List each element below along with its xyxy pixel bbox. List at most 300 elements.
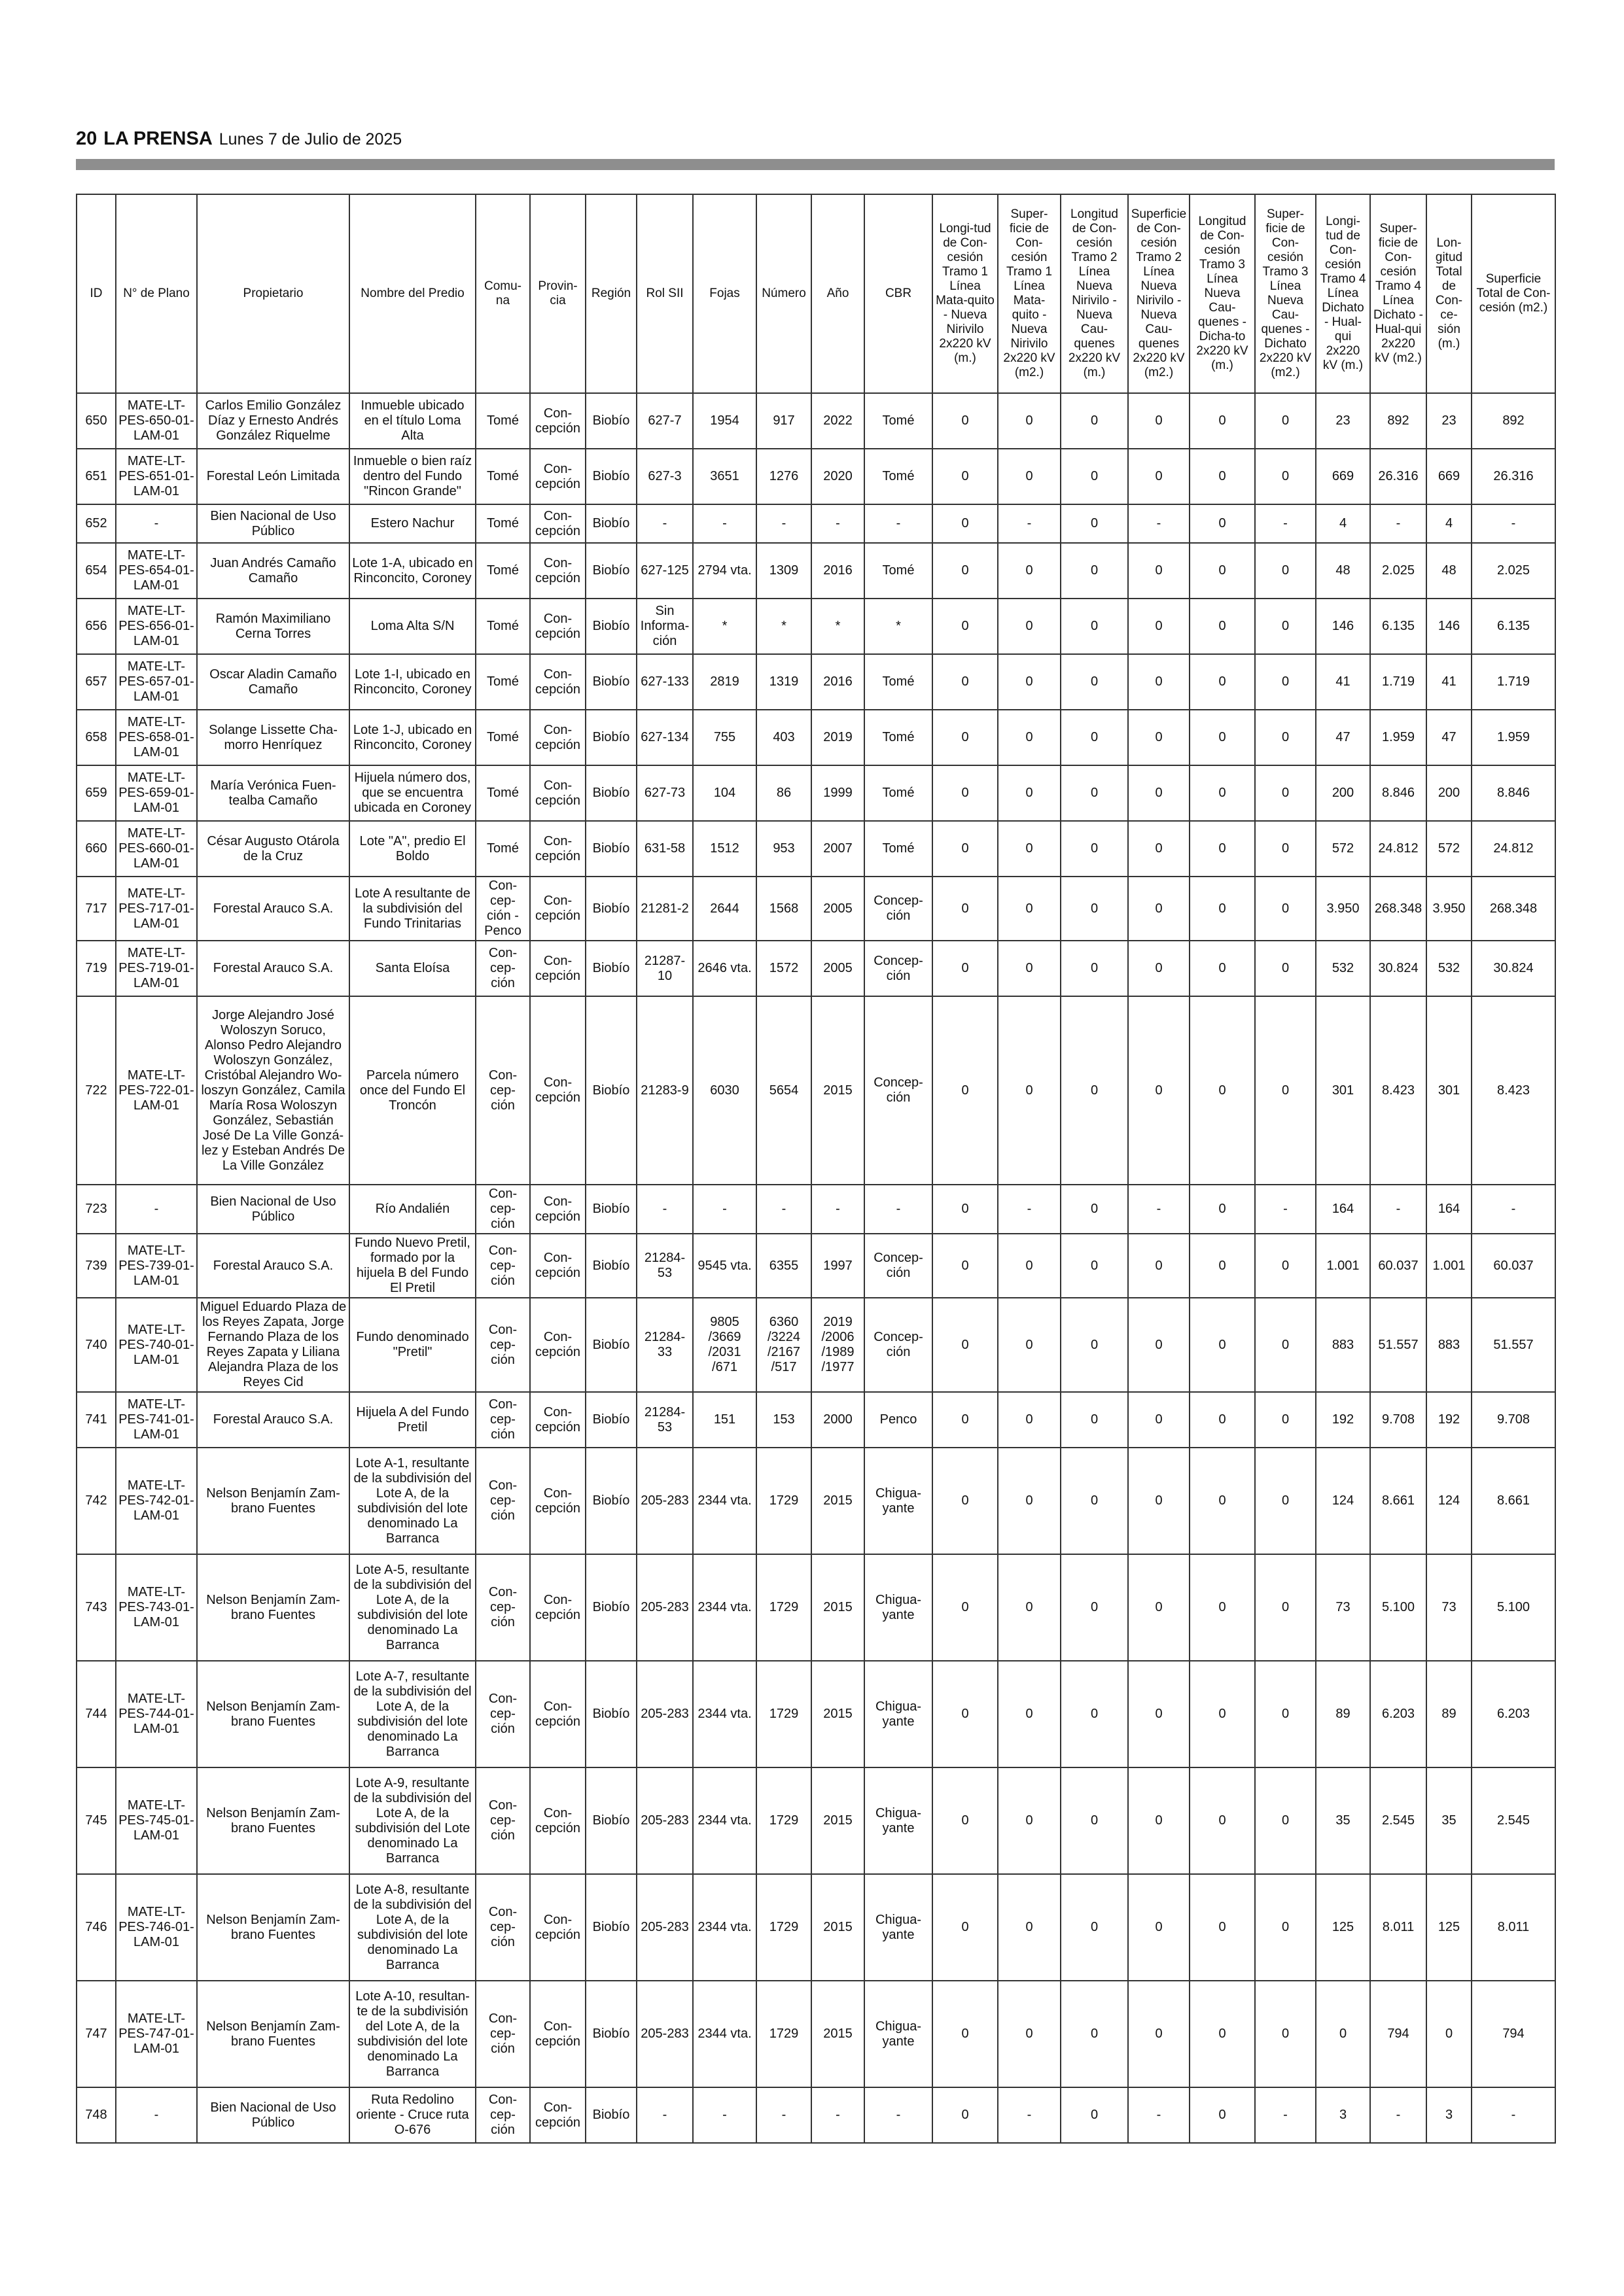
header-divider xyxy=(76,159,1555,170)
table-cell: 0 xyxy=(1255,654,1316,710)
table-cell: 89 xyxy=(1426,1661,1472,1767)
table-cell: 0 xyxy=(1190,543,1255,599)
table-cell: 0 xyxy=(1255,1298,1316,1392)
table-cell: 739 xyxy=(77,1234,116,1298)
table-cell: 3 xyxy=(1316,2087,1370,2143)
table-cell: Concep-ción xyxy=(864,996,932,1185)
table-cell: - xyxy=(1472,504,1555,543)
table-cell: Fundo Nuevo Pretil, formado por la hijuela B del Fundo El Pretil xyxy=(349,1234,476,1298)
table-cell: MATE-LT-PES-743-01-LAM-01 xyxy=(116,1554,197,1661)
table-cell: 0 xyxy=(932,710,998,765)
table-cell: 0 xyxy=(1255,1874,1316,1981)
table-cell: 0 xyxy=(932,765,998,821)
table-cell: Biobío xyxy=(586,1661,637,1767)
table-cell: 0 xyxy=(1128,543,1190,599)
table-cell: Con-cep-ción - Penco xyxy=(476,877,530,941)
table-cell: - xyxy=(116,1185,197,1234)
column-header: CBR xyxy=(864,194,932,393)
table-cell: 0 xyxy=(1255,1661,1316,1767)
table-cell: MATE-LT-PES-722-01-LAM-01 xyxy=(116,996,197,1185)
table-cell: Tomé xyxy=(476,821,530,877)
table-cell: 8.423 xyxy=(1370,996,1426,1185)
table-row xyxy=(77,1448,1555,1554)
table-cell: 192 xyxy=(1316,1392,1370,1448)
table-cell: - xyxy=(1370,2087,1426,2143)
table-cell: 0 xyxy=(1128,877,1190,941)
table-row xyxy=(77,1661,1555,1767)
table-cell: Lote 1-J, ubicado en Rinconcito, Coroney xyxy=(349,710,476,765)
table-cell: 953 xyxy=(756,821,811,877)
table-cell: 2019 /2006 /1989 /1977 xyxy=(811,1298,864,1392)
table-cell: 3651 xyxy=(693,449,756,504)
table-cell: 24.812 xyxy=(1370,821,1426,877)
table-cell: Bien Nacional de Uso Público xyxy=(197,1185,349,1234)
table-cell: 0 xyxy=(1190,1981,1255,2087)
column-header: Nombre del Predio xyxy=(349,194,476,393)
table-row xyxy=(77,1981,1555,2087)
table-cell: 0 xyxy=(998,1661,1061,1767)
table-cell: 0 xyxy=(1255,941,1316,996)
table-cell: 146 xyxy=(1426,599,1472,654)
table-cell: - xyxy=(693,2087,756,2143)
table-cell: 1.001 xyxy=(1316,1234,1370,1298)
table-cell: Tomé xyxy=(476,449,530,504)
table-cell: Biobío xyxy=(586,504,637,543)
table-cell: 151 xyxy=(693,1392,756,1448)
table-cell: 0 xyxy=(1255,1981,1316,2087)
table-cell: 572 xyxy=(1316,821,1370,877)
table-cell: 2344 vta. xyxy=(693,1661,756,1767)
table-cell: 1309 xyxy=(756,543,811,599)
table-row xyxy=(77,449,1555,504)
table-cell: Lote A-10, resultan-te de la subdivisión del Lote A, de la subdivisión del lote denominado La Barranca xyxy=(349,1981,476,2087)
table-cell: 0 xyxy=(1255,877,1316,941)
table-cell: 0 xyxy=(932,1448,998,1554)
table-cell: 0 xyxy=(1128,599,1190,654)
table-cell: MATE-LT-PES-719-01-LAM-01 xyxy=(116,941,197,996)
table-cell: 403 xyxy=(756,710,811,765)
table-cell: 41 xyxy=(1316,654,1370,710)
table-cell: * xyxy=(811,599,864,654)
table-cell: Con-cep-ción xyxy=(476,1767,530,1874)
table-cell: 0 xyxy=(998,654,1061,710)
table-cell: 1.001 xyxy=(1426,1234,1472,1298)
table-cell: MATE-LT-PES-717-01-LAM-01 xyxy=(116,877,197,941)
table-cell: - xyxy=(116,504,197,543)
table-cell: 0 xyxy=(1255,543,1316,599)
table-cell: 0 xyxy=(932,393,998,449)
table-cell: 48 xyxy=(1316,543,1370,599)
column-header: Longi-tud de Con-cesión Tramo 1 Línea Mata-quito - Nueva Nirivilo 2x220 kV (m.) xyxy=(932,194,998,393)
table-cell: - xyxy=(693,1185,756,1234)
table-cell: 0 xyxy=(1061,654,1128,710)
table-cell: 21284-53 xyxy=(637,1392,693,1448)
table-cell: 794 xyxy=(1472,1981,1555,2087)
table-cell: Lote 1-I, ubicado en Rinconcito, Coroney xyxy=(349,654,476,710)
table-cell: 205-283 xyxy=(637,1767,693,1874)
page-number: 20 xyxy=(76,128,97,149)
table-cell: * xyxy=(756,599,811,654)
table-cell: Lote 1-A, ubicado en Rinconcito, Coroney xyxy=(349,543,476,599)
table-cell: 0 xyxy=(1190,765,1255,821)
table-cell: 0 xyxy=(1255,1234,1316,1298)
table-cell: 146 xyxy=(1316,599,1370,654)
table-cell: Nelson Benjamín Zam-brano Fuentes xyxy=(197,1874,349,1981)
table-cell: Tomé xyxy=(864,393,932,449)
column-header: Super-ficie de Con-cesión Tramo 1 Línea Mata-quito - Nueva Nirivilo 2x220 kV (m2.) xyxy=(998,194,1061,393)
table-cell: 657 xyxy=(77,654,116,710)
table-cell: 747 xyxy=(77,1981,116,2087)
table-cell: Parcela número once del Fundo El Troncón xyxy=(349,996,476,1185)
table-cell: 532 xyxy=(1426,941,1472,996)
table-cell: Tomé xyxy=(864,710,932,765)
table-cell: MATE-LT-PES-739-01-LAM-01 xyxy=(116,1234,197,1298)
table-cell: Con-cepción xyxy=(530,1661,586,1767)
table-cell: 0 xyxy=(1190,1298,1255,1392)
table-cell: 0 xyxy=(1128,1661,1190,1767)
table-row xyxy=(77,543,1555,599)
table-cell: 742 xyxy=(77,1448,116,1554)
table-cell: 0 xyxy=(1128,941,1190,996)
table-row xyxy=(77,710,1555,765)
table-cell: 125 xyxy=(1316,1874,1370,1981)
table-cell: 6.203 xyxy=(1472,1661,1555,1767)
table-cell: Oscar Aladin Camaño Camaño xyxy=(197,654,349,710)
table-cell: 892 xyxy=(1370,393,1426,449)
table-cell: 8.846 xyxy=(1472,765,1555,821)
table-cell: Biobío xyxy=(586,710,637,765)
table-cell: 0 xyxy=(932,1554,998,1661)
table-cell: 1.959 xyxy=(1370,710,1426,765)
table-row xyxy=(77,765,1555,821)
table-cell: 0 xyxy=(932,1661,998,1767)
table-cell: 740 xyxy=(77,1298,116,1392)
table-cell: 2015 xyxy=(811,996,864,1185)
table-cell: * xyxy=(864,599,932,654)
table-cell: 9.708 xyxy=(1472,1392,1555,1448)
table-cell: 0 xyxy=(998,1392,1061,1448)
table-cell: 0 xyxy=(1061,1448,1128,1554)
table-cell: 0 xyxy=(932,654,998,710)
table-cell: 1999 xyxy=(811,765,864,821)
table-cell: Con-cep-ción xyxy=(476,1185,530,1234)
table-cell: - xyxy=(864,2087,932,2143)
table-cell: Biobío xyxy=(586,654,637,710)
table-cell: Tomé xyxy=(476,765,530,821)
table-cell: 627-7 xyxy=(637,393,693,449)
table-cell: Biobío xyxy=(586,1298,637,1392)
table-cell: 883 xyxy=(1316,1298,1370,1392)
column-header: Región xyxy=(586,194,637,393)
column-header: Superficie Total de Con-cesión (m2.) xyxy=(1472,194,1555,393)
table-row xyxy=(77,1234,1555,1298)
table-cell: Río Andalién xyxy=(349,1185,476,1234)
table-cell: Lote A-1, resultante de la subdivisión del Lote A, de la subdivisión del lote denominado La Barranca xyxy=(349,1448,476,1554)
table-cell: 125 xyxy=(1426,1874,1472,1981)
table-cell: 35 xyxy=(1316,1767,1370,1874)
table-cell: 669 xyxy=(1316,449,1370,504)
table-cell: Forestal Arauco S.A. xyxy=(197,941,349,996)
table-cell: Carlos Emilio González Díaz y Ernesto Andrés González Riquelme xyxy=(197,393,349,449)
table-cell: 21284-33 xyxy=(637,1298,693,1392)
table-cell: 1.719 xyxy=(1472,654,1555,710)
table-cell: Biobío xyxy=(586,543,637,599)
table-cell: 2.545 xyxy=(1472,1767,1555,1874)
table-cell: Penco xyxy=(864,1392,932,1448)
table-row xyxy=(77,877,1555,941)
table-cell: - xyxy=(1255,504,1316,543)
table-cell: 30.824 xyxy=(1472,941,1555,996)
table-cell: 0 xyxy=(998,449,1061,504)
table-cell: Biobío xyxy=(586,1448,637,1554)
table-cell: 0 xyxy=(932,449,998,504)
table-cell: Nelson Benjamín Zam-brano Fuentes xyxy=(197,1767,349,1874)
table-cell: Con-cep-ción xyxy=(476,1234,530,1298)
table-cell: Con-cep-ción xyxy=(476,1554,530,1661)
table-cell: 1954 xyxy=(693,393,756,449)
table-cell: 0 xyxy=(1061,941,1128,996)
table-cell: 1729 xyxy=(756,1767,811,1874)
table-cell: 1729 xyxy=(756,1554,811,1661)
table-cell: Concep-ción xyxy=(864,1234,932,1298)
table-cell: 2.025 xyxy=(1472,543,1555,599)
table-cell: MATE-LT-PES-656-01-LAM-01 xyxy=(116,599,197,654)
table-cell: 1997 xyxy=(811,1234,864,1298)
table-cell: Con-cepción xyxy=(530,877,586,941)
table-cell: 0 xyxy=(1190,393,1255,449)
table-cell: 205-283 xyxy=(637,1874,693,1981)
table-cell: 745 xyxy=(77,1767,116,1874)
table-cell: 41 xyxy=(1426,654,1472,710)
table-cell: 0 xyxy=(1128,710,1190,765)
table-cell: - xyxy=(1472,2087,1555,2143)
table-cell: 0 xyxy=(1190,599,1255,654)
table-cell: 0 xyxy=(932,1185,998,1234)
table-cell: Loma Alta S/N xyxy=(349,599,476,654)
table-cell: - xyxy=(756,504,811,543)
table-cell: 2016 xyxy=(811,543,864,599)
table-cell: 0 xyxy=(1255,1554,1316,1661)
table-cell: 8.661 xyxy=(1370,1448,1426,1554)
table-cell: Inmueble ubicado en el título Loma Alta xyxy=(349,393,476,449)
table-cell: 1729 xyxy=(756,1448,811,1554)
table-cell: - xyxy=(756,2087,811,2143)
table-cell: 0 xyxy=(932,599,998,654)
table-cell: 9805 /3669 /2031 /671 xyxy=(693,1298,756,1392)
table-cell: 4 xyxy=(1426,504,1472,543)
table-cell: 3.950 xyxy=(1426,877,1472,941)
table-cell: 164 xyxy=(1426,1185,1472,1234)
table-cell: 658 xyxy=(77,710,116,765)
table-cell: - xyxy=(693,504,756,543)
table-cell: 26.316 xyxy=(1370,449,1426,504)
table-cell: - xyxy=(998,504,1061,543)
table-row xyxy=(77,504,1555,543)
table-cell: 5.100 xyxy=(1370,1554,1426,1661)
table-cell: 124 xyxy=(1426,1448,1472,1554)
table-cell: 5.100 xyxy=(1472,1554,1555,1661)
table-cell: Forestal Arauco S.A. xyxy=(197,1234,349,1298)
table-cell: Lote "A", predio El Boldo xyxy=(349,821,476,877)
table-cell: 0 xyxy=(998,996,1061,1185)
table-cell: 0 xyxy=(1255,710,1316,765)
table-cell: 2005 xyxy=(811,941,864,996)
table-cell: 0 xyxy=(998,710,1061,765)
table-cell: Tomé xyxy=(864,821,932,877)
table-cell: - xyxy=(998,2087,1061,2143)
table-cell: 0 xyxy=(998,1448,1061,1554)
table-cell: 8.661 xyxy=(1472,1448,1555,1554)
table-cell: 0 xyxy=(932,1767,998,1874)
table-cell: Nelson Benjamín Zam-brano Fuentes xyxy=(197,1981,349,2087)
table-cell: 48 xyxy=(1426,543,1472,599)
table-cell: 0 xyxy=(1061,449,1128,504)
table-cell: 0 xyxy=(998,821,1061,877)
table-cell: Ramón Maximiliano Cerna Torres xyxy=(197,599,349,654)
column-header: Superficie de Con-cesión Tramo 2 Línea Nueva Nirivilo - Nueva Cau-quenes 2x220 kV (m2.) xyxy=(1128,194,1190,393)
table-cell: Juan Andrés Camaño Camaño xyxy=(197,543,349,599)
table-cell: 0 xyxy=(1128,449,1190,504)
table-cell: 748 xyxy=(77,2087,116,2143)
table-cell: - xyxy=(1255,2087,1316,2143)
table-cell: 1276 xyxy=(756,449,811,504)
table-cell: 9545 vta. xyxy=(693,1234,756,1298)
table-row xyxy=(77,996,1555,1185)
table-cell: - xyxy=(1128,504,1190,543)
table-cell: 205-283 xyxy=(637,1981,693,2087)
table-cell: 2015 xyxy=(811,1874,864,1981)
table-cell: 656 xyxy=(77,599,116,654)
column-header: ID xyxy=(77,194,116,393)
table-cell: 654 xyxy=(77,543,116,599)
table-cell: Con-cep-ción xyxy=(476,1448,530,1554)
table-cell: 0 xyxy=(998,877,1061,941)
table-cell: Con-cepción xyxy=(530,941,586,996)
table-cell: 0 xyxy=(1061,599,1128,654)
table-cell: 89 xyxy=(1316,1661,1370,1767)
table-cell: 0 xyxy=(1190,941,1255,996)
table-cell: 627-125 xyxy=(637,543,693,599)
table-cell: 0 xyxy=(1190,504,1255,543)
table-cell: 0 xyxy=(1061,996,1128,1185)
table-cell: 47 xyxy=(1316,710,1370,765)
table-cell: Biobío xyxy=(586,1874,637,1981)
table-cell: - xyxy=(116,2087,197,2143)
table-cell: Tomé xyxy=(476,543,530,599)
table-cell: Lote A-7, resultante de la subdivisión del Lote A, de la subdivisión del lote denominado La Barranca xyxy=(349,1661,476,1767)
table-cell: - xyxy=(1370,504,1426,543)
table-cell: 0 xyxy=(1128,821,1190,877)
table-cell: 1572 xyxy=(756,941,811,996)
table-cell: 2007 xyxy=(811,821,864,877)
table-row xyxy=(77,393,1555,449)
table-cell: Tomé xyxy=(864,765,932,821)
table-cell: Con-cepción xyxy=(530,1554,586,1661)
table-cell: Con-cepción xyxy=(530,393,586,449)
table-cell: 572 xyxy=(1426,821,1472,877)
table-cell: 719 xyxy=(77,941,116,996)
table-row xyxy=(77,2087,1555,2143)
table-cell: 47 xyxy=(1426,710,1472,765)
table-cell: 0 xyxy=(1190,821,1255,877)
table-cell: Biobío xyxy=(586,1981,637,2087)
table-cell: Chigua-yante xyxy=(864,1874,932,1981)
table-cell: Con-cepción xyxy=(530,1874,586,1981)
table-cell: - xyxy=(864,504,932,543)
table-cell: Forestal Arauco S.A. xyxy=(197,877,349,941)
table-cell: 0 xyxy=(932,821,998,877)
table-cell: Tomé xyxy=(476,393,530,449)
table-cell: 0 xyxy=(998,1234,1061,1298)
table-cell: 0 xyxy=(1128,654,1190,710)
table-cell: Miguel Eduardo Plaza de los Reyes Zapata, Jorge Fernando Plaza de los Reyes Zapata y Liliana Alejandra Plaza de los Reyes Cid xyxy=(197,1298,349,1392)
table-cell: 0 xyxy=(932,1234,998,1298)
table-cell: Tomé xyxy=(864,449,932,504)
concession-table xyxy=(76,194,1556,2144)
table-cell: 6.135 xyxy=(1472,599,1555,654)
table-cell: Chigua-yante xyxy=(864,1554,932,1661)
table-cell: 60.037 xyxy=(1472,1234,1555,1298)
table-cell: 26.316 xyxy=(1472,449,1555,504)
table-header-row xyxy=(77,194,1555,393)
table-cell: 0 xyxy=(932,1298,998,1392)
table-cell: 6355 xyxy=(756,1234,811,1298)
table-cell: - xyxy=(756,1185,811,1234)
table-cell: - xyxy=(811,2087,864,2143)
table-cell: 917 xyxy=(756,393,811,449)
table-cell: Bien Nacional de Uso Público xyxy=(197,2087,349,2143)
table-cell: 659 xyxy=(77,765,116,821)
table-cell: 0 xyxy=(1061,1981,1128,2087)
table-cell: Con-cepción xyxy=(530,996,586,1185)
table-cell: Bien Nacional de Uso Público xyxy=(197,504,349,543)
table-cell: 8.423 xyxy=(1472,996,1555,1185)
table-cell: 892 xyxy=(1472,393,1555,449)
table-cell: Lote A-5, resultante de la subdivisión del Lote A, de la subdivisión del lote denominado La Barranca xyxy=(349,1554,476,1661)
table-cell: - xyxy=(637,2087,693,2143)
table-cell: 0 xyxy=(1190,1874,1255,1981)
table-cell: 0 xyxy=(998,941,1061,996)
table-cell: 0 xyxy=(1255,1392,1316,1448)
table-cell: 669 xyxy=(1426,449,1472,504)
table-cell: MATE-LT-PES-740-01-LAM-01 xyxy=(116,1298,197,1392)
table-cell: 23 xyxy=(1426,393,1472,449)
table-cell: Nelson Benjamín Zam-brano Fuentes xyxy=(197,1448,349,1554)
table-cell: 2644 xyxy=(693,877,756,941)
table-cell: Santa Eloísa xyxy=(349,941,476,996)
table-cell: 6.135 xyxy=(1370,599,1426,654)
table-cell: 0 xyxy=(1190,654,1255,710)
table-cell: MATE-LT-PES-746-01-LAM-01 xyxy=(116,1874,197,1981)
table-cell: 0 xyxy=(1255,449,1316,504)
table-cell: - xyxy=(811,1185,864,1234)
table-cell: 1.959 xyxy=(1472,710,1555,765)
table-cell: 0 xyxy=(932,877,998,941)
table-cell: Con-cep-ción xyxy=(476,1874,530,1981)
table-cell: Biobío xyxy=(586,1554,637,1661)
table-cell: 0 xyxy=(932,941,998,996)
column-header: Super-ficie de Con-cesión Tramo 4 Línea Dichato - Hual-qui 2x220 kV (m2.) xyxy=(1370,194,1426,393)
table-cell: Lote A-9, resultante de la subdivisión del Lote A, de la subdivisión del Lote denominado La Barranca xyxy=(349,1767,476,1874)
table-cell: 73 xyxy=(1316,1554,1370,1661)
table-cell: César Augusto Otárola de la Cruz xyxy=(197,821,349,877)
table-cell: Tomé xyxy=(476,504,530,543)
table-cell: - xyxy=(637,504,693,543)
table-cell: 0 xyxy=(998,393,1061,449)
table-cell: 0 xyxy=(998,543,1061,599)
table-cell: 5654 xyxy=(756,996,811,1185)
table-cell: 2015 xyxy=(811,1448,864,1554)
